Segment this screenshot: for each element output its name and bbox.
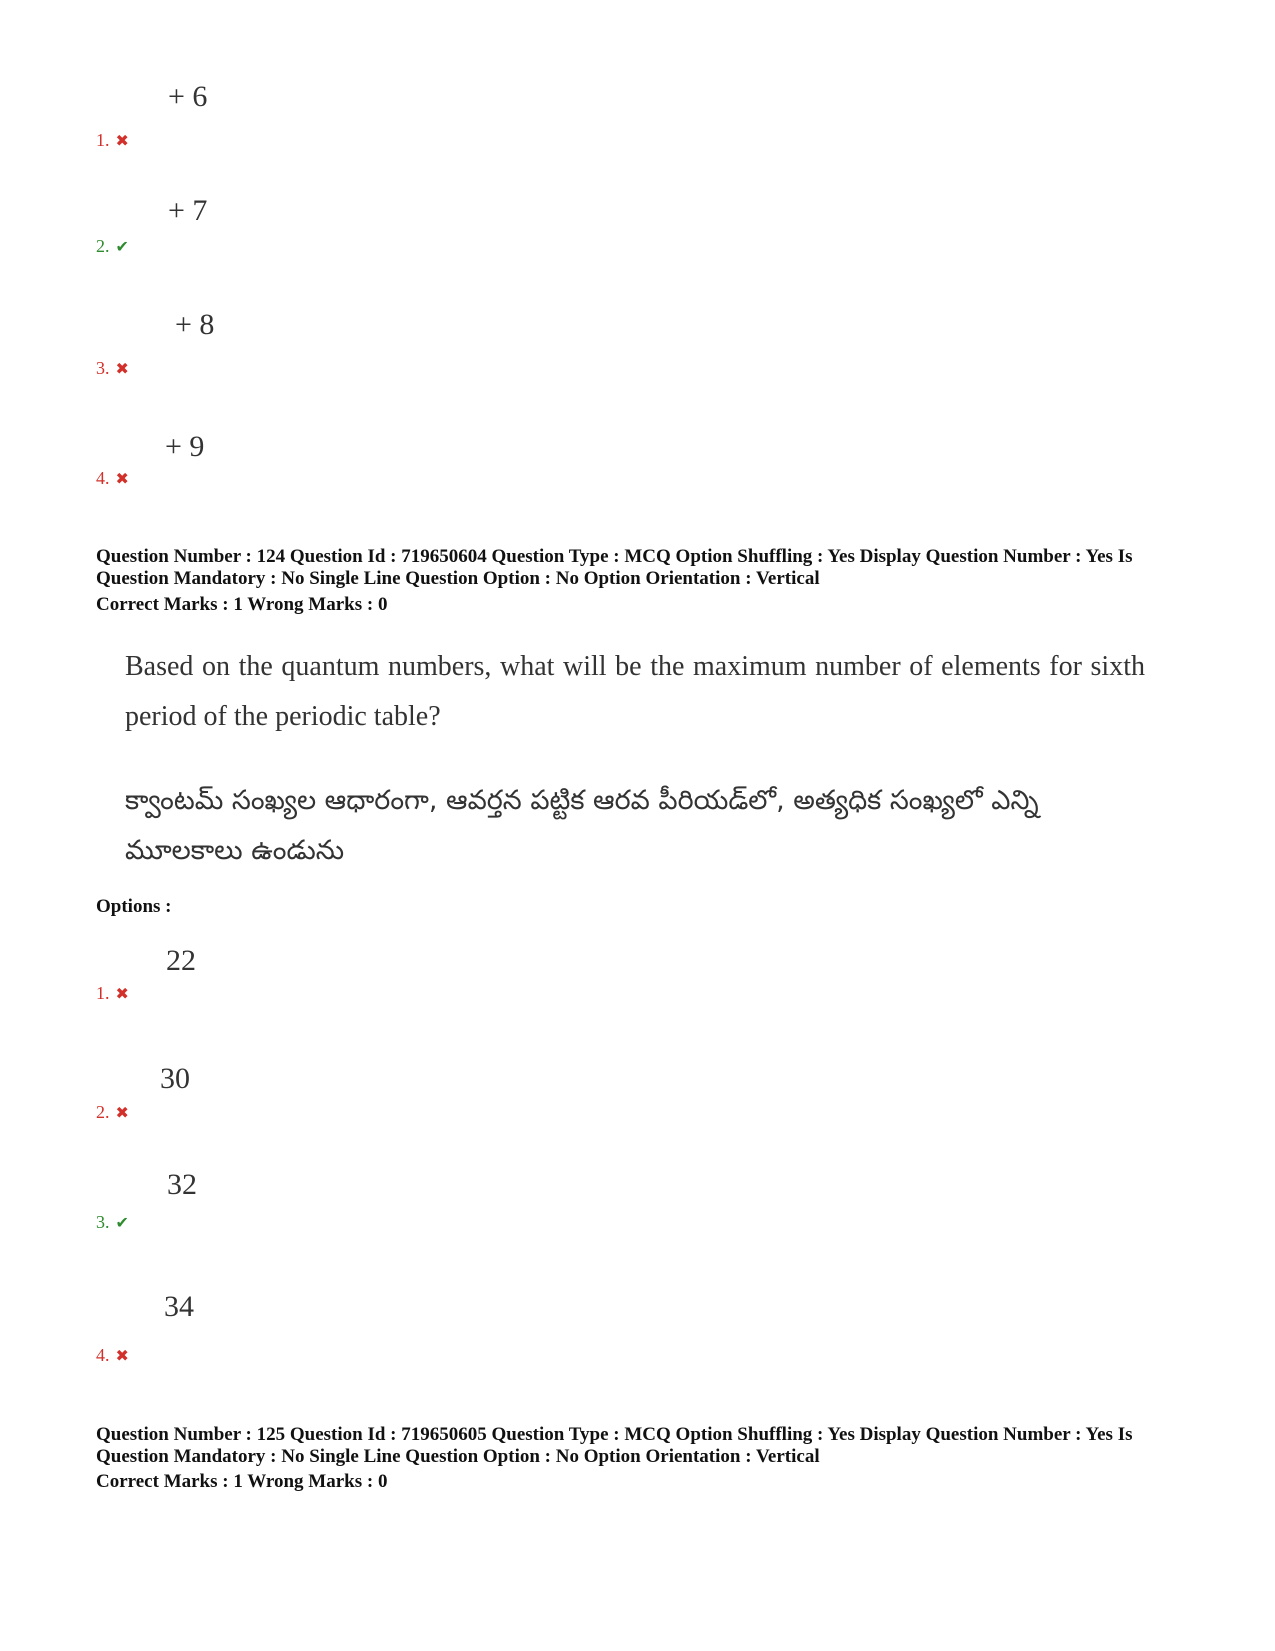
meta-line: Question Mandatory : No Single Line Question Option : No Option Orientation : Vertical <box>96 1446 820 1467</box>
question-text-english: Based on the quantum numbers, what will be the maximum number of elements for sixth period of the periodic table? <box>125 651 1145 732</box>
option-number: 4. ✖ <box>96 468 129 488</box>
option-value: 22 <box>166 944 196 977</box>
option-number: 2. ✖ <box>96 1102 129 1122</box>
option-number: 4. ✖ <box>96 1345 129 1365</box>
option-value: + 6 <box>168 80 208 113</box>
cross-icon: ✖ <box>115 133 129 150</box>
cross-icon: ✖ <box>115 1348 129 1365</box>
cross-icon: ✖ <box>115 471 129 488</box>
option-number: 1. ✖ <box>96 983 129 1003</box>
meta-line: Question Number : 125 Question Id : 719650605 Question Type : MCQ Option Shuffling : Yes Display Question Number : Yes Is <box>96 1424 1133 1445</box>
option-value: + 7 <box>168 194 208 227</box>
option-number: 1. ✖ <box>96 130 129 150</box>
option-number: 3. ✖ <box>96 358 129 378</box>
cross-icon: ✖ <box>115 1105 129 1122</box>
question-text-telugu: క్వాంటమ్ సంఖ్యల ఆధారంగా, ఆవర్తన పట్టిక ఆరవ పీరియడ్‌లో, అత్యధిక సంఖ్యలో ఎన్ని మూలకాలు ఉండును <box>125 785 1039 866</box>
option-value: + 9 <box>165 430 205 463</box>
option-number: 2. ✔ <box>96 236 129 256</box>
question-meta <box>96 1424 1216 1468</box>
question-meta <box>96 546 1216 590</box>
meta-line: Question Number : 124 Question Id : 719650604 Question Type : MCQ Option Shuffling : Yes Display Question Number : Yes Is <box>96 546 1133 567</box>
check-icon: ✔ <box>115 239 129 256</box>
option-number: 3. ✔ <box>96 1212 129 1232</box>
meta-line: Question Mandatory : No Single Line Question Option : No Option Orientation : Vertical <box>96 568 820 589</box>
cross-icon: ✖ <box>115 361 129 378</box>
option-value: 32 <box>167 1168 197 1201</box>
options-label: Options : <box>96 896 172 917</box>
check-icon: ✔ <box>115 1215 129 1232</box>
option-value: 34 <box>164 1290 194 1323</box>
option-value: 30 <box>160 1062 190 1095</box>
marks-info: Correct Marks : 1 Wrong Marks : 0 <box>96 1471 388 1492</box>
cross-icon: ✖ <box>115 986 129 1003</box>
marks-info: Correct Marks : 1 Wrong Marks : 0 <box>96 594 388 615</box>
option-value: + 8 <box>175 308 215 341</box>
